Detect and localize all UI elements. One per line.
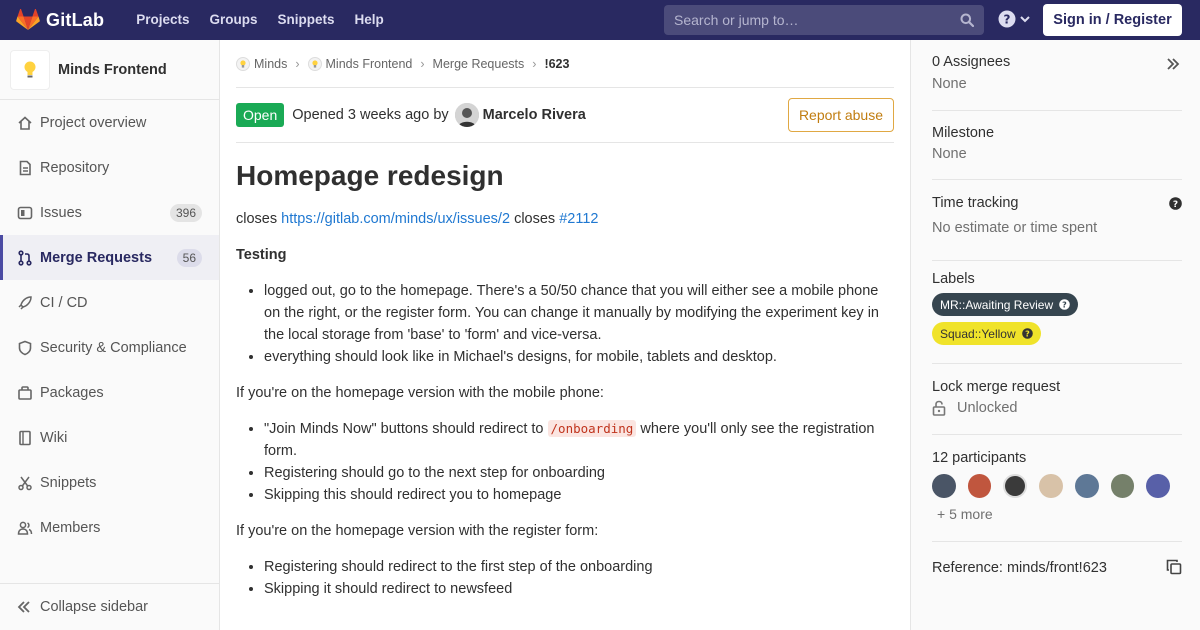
sidebar-item-label: Snippets	[40, 474, 97, 491]
svg-text:?: ?	[1003, 12, 1011, 27]
top-nav	[126, 0, 394, 40]
brand-name: GitLab	[46, 9, 105, 30]
sidebar-item-security-compliance[interactable]	[0, 325, 219, 370]
nav-groups[interactable]: Groups	[209, 12, 258, 27]
assignees-value: None	[932, 76, 967, 92]
sidebar-item-label: CI / CD	[40, 294, 88, 311]
right-sidebar	[910, 40, 1200, 630]
sidebar-item-label: Wiki	[40, 429, 68, 446]
time-tracking-value: No estimate or time spent	[932, 220, 1098, 236]
gitlab-tanuki-icon	[16, 9, 40, 31]
breadcrumb-minds[interactable]	[236, 57, 287, 71]
nav-help[interactable]: Help	[354, 12, 384, 27]
register-list	[236, 556, 894, 600]
svg-text:?: ?	[1172, 200, 1179, 210]
issues-count-badge: 396	[170, 204, 202, 222]
mr-header	[236, 88, 894, 143]
label-mr-awaiting-review[interactable]	[932, 293, 1078, 316]
top-navbar	[0, 0, 1200, 40]
closes-text: closes	[236, 211, 278, 227]
lock-open-icon	[932, 400, 946, 416]
lock-value: Unlocked	[957, 400, 1018, 416]
list-item: • Skipping it should redirect to newsfeed	[264, 578, 894, 600]
mobile-heading: If you're on the homepage version with the mobile phone:	[236, 385, 604, 401]
label-squad-yellow[interactable]	[932, 322, 1041, 345]
mr-title: Homepage redesign	[236, 160, 504, 191]
lock-block	[932, 379, 1182, 435]
search-icon[interactable]	[960, 13, 974, 27]
sidebar-item-label: Security & Compliance	[40, 339, 187, 356]
nav-projects[interactable]: Projects	[136, 12, 190, 27]
label-text: MR::Awaiting Review	[940, 297, 1054, 312]
lightbulb-icon	[236, 57, 250, 71]
question-circle-icon[interactable]	[1169, 197, 1182, 210]
closes-line	[236, 208, 894, 230]
labels-title: Labels	[932, 271, 975, 287]
sidebar-item-issues[interactable]	[0, 190, 219, 235]
testing-heading: Testing	[236, 247, 287, 263]
avatar[interactable]	[1111, 474, 1135, 498]
list-item: • everything should look like in Michael's designs, for mobile, tablets and desktop.	[264, 346, 894, 368]
list-item: • Registering should go to the next step for onboarding	[264, 462, 894, 484]
issues-icon	[16, 204, 34, 222]
labels-list	[932, 293, 1182, 316]
milestone-title: Milestone	[932, 125, 995, 141]
list-item: • Registering should redirect to the first step of the onboarding	[264, 556, 894, 578]
report-abuse-button[interactable]: Report abuse	[788, 98, 894, 132]
merge-request-icon	[16, 249, 34, 267]
shield-icon	[16, 339, 34, 357]
labels-block	[932, 271, 1182, 364]
lightbulb-icon	[308, 57, 322, 71]
gitlab-logo[interactable]	[16, 9, 104, 31]
home-icon	[16, 114, 34, 132]
time-tracking-title: Time tracking	[932, 195, 1019, 211]
nav-snippets[interactable]: Snippets	[277, 12, 335, 27]
closes-text: closes	[514, 211, 556, 227]
avatar[interactable]	[1039, 474, 1063, 498]
sidebar-item-members[interactable]	[0, 505, 219, 550]
avatar[interactable]	[1075, 474, 1099, 498]
svg-text:?: ?	[1062, 300, 1067, 310]
list-item: • logged out, go to the homepage. There's a 50/50 chance that you will either see a mobile phone on the right, or the register form. You can change it manually by modifying the experiment key in the local storage from 'base' to 'form' and vice-versa.	[264, 280, 894, 346]
collapse-sidebar-label: Collapse sidebar	[40, 599, 149, 615]
status-badge: Open	[236, 103, 284, 127]
participants-title: 12 participants	[932, 450, 1027, 466]
register-heading: If you're on the homepage version with the register form:	[236, 523, 599, 539]
collapse-right-sidebar-icon[interactable]	[1166, 56, 1182, 72]
double-chevron-left-icon	[16, 599, 32, 615]
breadcrumb-minds-frontend[interactable]	[308, 57, 413, 71]
sidebar-item-label: Merge Requests	[40, 249, 153, 266]
book-icon	[16, 429, 34, 447]
chevron-right-icon: ›	[295, 56, 300, 71]
users-icon	[16, 519, 34, 537]
file-icon	[16, 159, 34, 177]
participants-avatars	[932, 474, 1182, 498]
breadcrumb	[236, 40, 894, 88]
participants-block	[932, 450, 1182, 542]
project-name: Minds Frontend	[58, 61, 167, 78]
inline-code: /onboarding	[548, 420, 637, 437]
question-circle-icon	[1022, 328, 1033, 339]
closes-issue-link[interactable]: https://gitlab.com/minds/ux/issues/2	[281, 211, 511, 227]
opened-text: Opened 3 weeks ago by	[292, 107, 449, 123]
reference-block	[932, 559, 1182, 589]
sidebar-item-packages[interactable]	[0, 370, 219, 415]
sidebar-item-label: Project overview	[40, 114, 147, 131]
question-circle-icon	[1059, 299, 1070, 310]
main-content	[236, 40, 894, 600]
scissors-icon	[16, 474, 34, 492]
list-item-text: where you'll only see the registration form.	[264, 421, 875, 459]
author-name[interactable]: Marcelo Rivera	[482, 107, 586, 123]
chevron-right-icon: ›	[420, 56, 425, 71]
sign-in-button[interactable]: Sign in / Register	[1043, 4, 1182, 36]
search-box	[664, 5, 984, 35]
package-icon	[16, 384, 34, 402]
milestone-value: None	[932, 146, 967, 162]
chevron-down-icon	[1019, 13, 1031, 25]
list-item-text: "Join Minds Now" buttons should redirect to	[264, 421, 544, 437]
list-item	[264, 418, 894, 462]
mr-description	[236, 208, 894, 600]
project-sidebar	[0, 40, 220, 630]
collapse-sidebar-button[interactable]	[0, 583, 219, 630]
breadcrumb-label: Minds	[254, 56, 288, 71]
sidebar-item-project-overview[interactable]	[0, 100, 219, 145]
question-circle-icon	[998, 10, 1016, 28]
help-dropdown[interactable]	[998, 10, 1031, 28]
sidebar-item-label: Members	[40, 519, 101, 536]
lock-title: Lock merge request	[932, 379, 1061, 395]
avatar[interactable]	[932, 474, 956, 498]
rocket-icon	[16, 294, 34, 312]
lightbulb-icon	[22, 60, 38, 80]
time-tracking-block	[932, 195, 1182, 261]
sidebar-item-repository[interactable]	[0, 145, 219, 190]
assignees-block	[932, 54, 1182, 111]
avatar[interactable]	[968, 474, 992, 498]
sidebar-item-label: Repository	[40, 159, 110, 176]
breadcrumb-label: Minds Frontend	[325, 56, 413, 71]
closes-issue-ref[interactable]: #2112	[559, 211, 599, 227]
opened-info	[292, 103, 586, 127]
label-text: Squad::Yellow	[940, 326, 1016, 341]
assignees-title: 0 Assignees	[932, 54, 1011, 70]
testing-list	[236, 280, 894, 368]
labels-list	[932, 322, 1182, 345]
mobile-list	[236, 418, 894, 506]
author-avatar[interactable]	[455, 103, 479, 127]
list-item: • Skipping this should redirect you to homepage	[264, 484, 894, 506]
avatar[interactable]	[1003, 474, 1027, 498]
merge-requests-count-badge: 56	[177, 249, 202, 267]
avatar[interactable]	[1146, 474, 1170, 498]
sidebar-item-ci-cd[interactable]	[0, 280, 219, 325]
copy-icon[interactable]	[1166, 559, 1182, 575]
sidebar-item-snippets[interactable]	[0, 460, 219, 505]
breadcrumb-merge-requests[interactable]: Merge Requests	[432, 56, 525, 71]
svg-text:?: ?	[1024, 329, 1030, 339]
project-avatar	[10, 50, 50, 90]
sidebar-item-label: Issues	[40, 204, 82, 221]
reference-text: Reference: minds/front!623	[932, 560, 1107, 576]
search-input[interactable]	[674, 12, 954, 28]
sidebar-item-merge-requests[interactable]	[0, 235, 219, 280]
breadcrumb-current[interactable]: !623	[544, 56, 570, 71]
sidebar-item-label: Packages	[40, 384, 104, 401]
chevron-right-icon: ›	[532, 56, 537, 71]
milestone-block	[932, 125, 1182, 180]
participants-more-link[interactable]: + 5 more	[937, 506, 993, 522]
sidebar-item-wiki[interactable]	[0, 415, 219, 460]
project-header[interactable]	[0, 40, 219, 100]
lock-status	[932, 400, 1182, 416]
